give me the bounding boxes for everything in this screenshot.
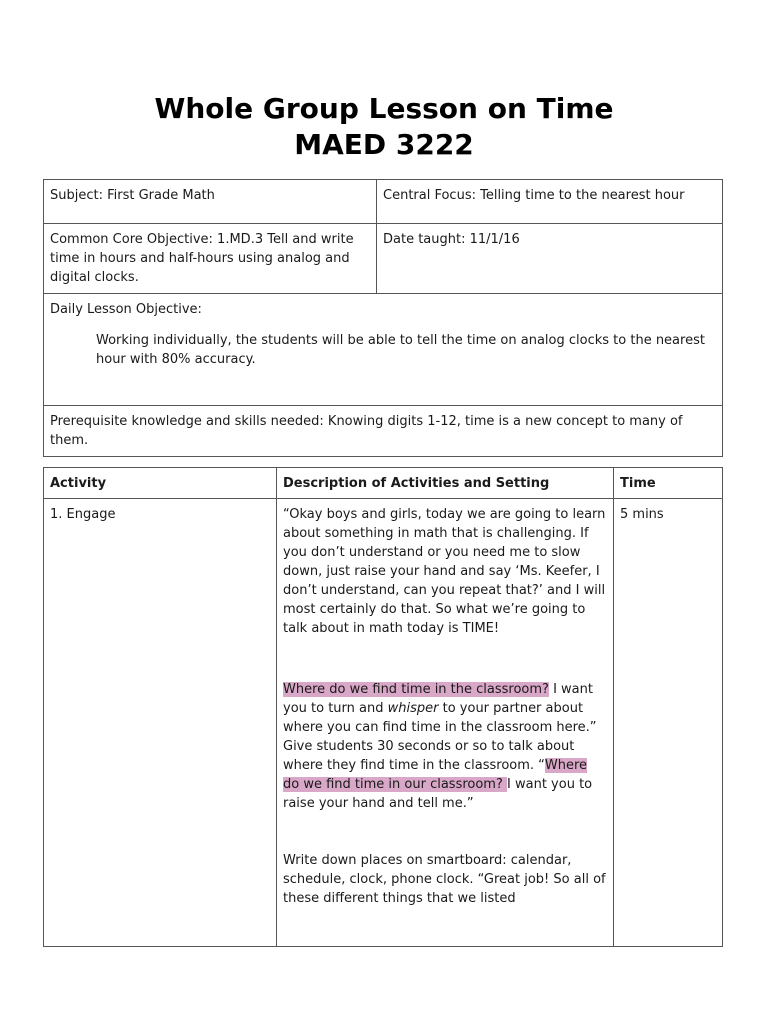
document-title: Whole Group Lesson on Time xyxy=(154,92,614,125)
highlighted-question: Where do we find time in the classroom? xyxy=(283,682,549,697)
header-activity: Activity xyxy=(44,468,277,499)
daily-objective-text: Working individually, the students will be able to tell the time on analog clocks to the nearest hour with 80% accuracy. xyxy=(96,333,705,367)
time-cell: 5 mins xyxy=(614,499,723,947)
description-cell xyxy=(277,499,614,947)
activity-table xyxy=(43,467,723,947)
common-core-cell: Common Core Objective: 1.MD.3 Tell and write time in hours and half-hours using analog and digital clocks. xyxy=(44,224,377,294)
table-row xyxy=(44,499,723,947)
daily-objective-label: Daily Lesson Objective: xyxy=(50,302,202,317)
central-focus-cell: Central Focus: Telling time to the nearest hour xyxy=(377,180,723,224)
header-description: Description of Activities and Setting xyxy=(277,468,614,499)
course-code: MAED 3222 xyxy=(294,128,474,161)
prerequisite-cell: Prerequisite knowledge and skills needed: Knowing digits 1-12, time is a new concept to many of them. xyxy=(44,406,723,457)
description-paragraph: “Okay boys and girls, today we are going to learn about something in math that is challenging. If you don’t understand or you need me to slow down, just raise your hand and say ‘Ms. Keefer, I don’t understand, can you repeat that?’ and I will most certainly do that. So what we’re going to talk about in math today is TIME! xyxy=(283,507,606,636)
daily-objective-cell xyxy=(44,294,723,406)
description-paragraph: Write down places on smartboard: calendar, schedule, clock, phone clock. “Great job! So all of these different things that we listed xyxy=(283,853,606,906)
date-taught-cell: Date taught: 11/1/16 xyxy=(377,224,723,294)
description-paragraph: Where do we find time in the classroom? I want you to turn and whisper to your partner about where you can find time in the classroom here.” Give students 30 seconds or so to talk about where they find time in the classroom. “Where do we find time in our classroom? I want you to raise your hand and tell me.” xyxy=(283,682,597,811)
header-time: Time xyxy=(614,468,723,499)
lesson-info-table xyxy=(43,179,723,457)
activity-cell: 1. Engage xyxy=(44,499,277,947)
highlighted-question: Where do we find time in our classroom? xyxy=(283,758,588,792)
subject-cell: Subject: First Grade Math xyxy=(44,180,377,224)
